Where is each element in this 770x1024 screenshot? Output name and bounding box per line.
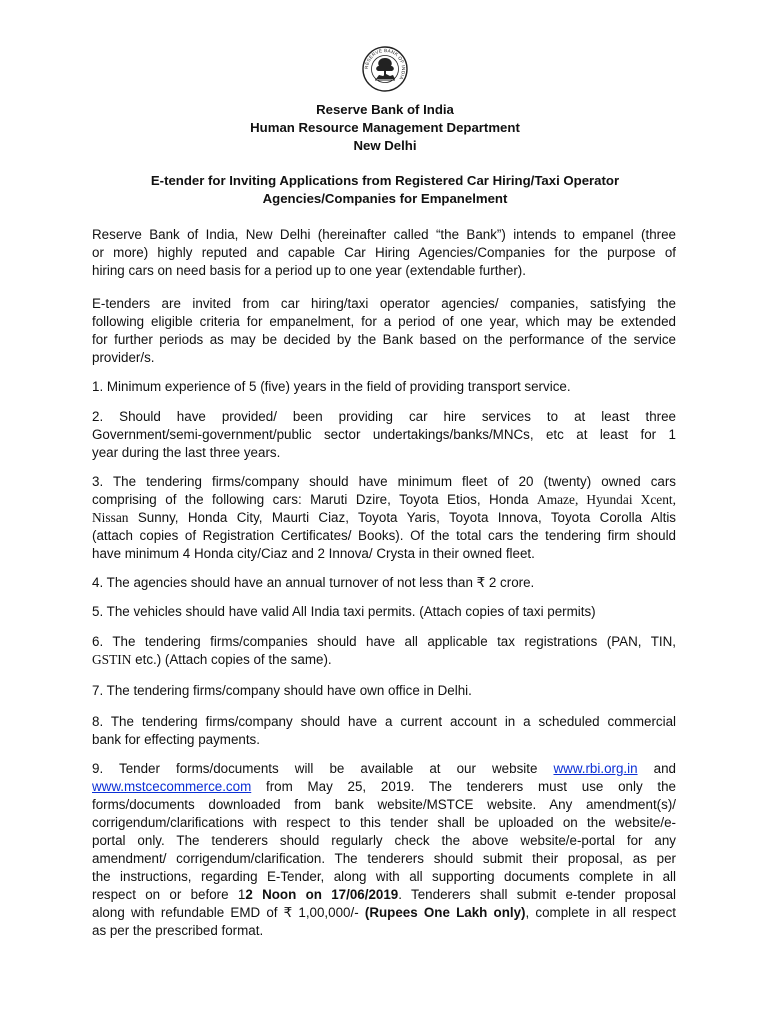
tender-title-line-2: Agencies/Companies for Empanelment [262, 191, 508, 206]
emd-amount-words: (Rupees One Lakh only) [364, 905, 526, 920]
criterion-5: 5. The vehicles should have valid All India taxi permits. (Attach copies of taxi permits) [92, 604, 596, 619]
mstc-website-link[interactable]: www.mstcecommerce.com [92, 779, 252, 794]
rbi-website-link[interactable]: www.rbi.org.in [553, 761, 638, 776]
criterion-3: 3. The tendering firms/company should have minimum fleet of 20 (twenty) owned cars comprising of the following cars: Maruti Dzire, Toyota Etios, Honda Amaze, Hyundai Xcent, Nissan Sunny, Honda City, Maurti Ciaz, Toyota Yaris, Toyota Innova, Toyota Corolla Altis (attach copies of Registration Certificates/ Books). Of the total cars the tendering firm should have minimum 4 Honda city/Ciaz and 2 Innova/ Crysta in their owned fleet. [92, 474, 676, 561]
etenders-paragraph: E-tenders are invited from car hiring/taxi operator agencies/ companies, satisfying the following eligible criteria for empanelment, for a period of one year, which may be extended for further periods as may be decided by the Bank based on the performance of the service provider/s. [92, 296, 676, 365]
criterion-4: 4. The agencies should have an annual turnover of not less than ₹ 2 crore. [92, 575, 535, 590]
department-name: Human Resource Management Department [250, 120, 520, 135]
deadline-text: 2 Noon on 17/06/2019 [245, 887, 399, 902]
rbi-emblem-icon [362, 46, 408, 92]
org-name: Reserve Bank of India [316, 102, 454, 117]
intro-paragraph: Reserve Bank of India, New Delhi (hereinafter called “the Bank”) intends to empanel (three or more) highly reputed and capable Car Hiring Agencies/Companies for the purpose of hiring cars on need basis for a period up to one year (extendable further). [92, 227, 676, 278]
criterion-7: 7. The tendering firms/company should have own office in Delhi. [92, 683, 472, 698]
criterion-9: 9. Tender forms/documents will be available at our website www.rbi.org.in and www.mstcecommerce.com from May 25, 2019. The tenderers must use only the forms/documents downloaded from bank website/MSTCE website. Any amendment(s)/ corrigendum/clarifications with respect to this tender shall be uploaded on the website/e- portal only. The tenderers should regularly check the above website/e-portal for any amendment/ corrigendum/clarification. The tenderers should submit their proposal, as per the instructions, regarding E-Tender, along with all supporting documents complete in all respect on or before 12 Noon on 17/06/2019. Tenderers shall submit e-tender proposal along with refundable EMD of ₹ 1,00,000/- (Rupees One Lakh only), complete in all respect as per the prescribed format. [92, 761, 677, 938]
tender-title-line-1: E-tender for Inviting Applications from Registered Car Hiring/Taxi Operator [150, 173, 620, 188]
criterion-1: 1. Minimum experience of 5 (five) years in the field of providing transport service. [92, 379, 571, 394]
emblem-seal-text: RESERVE BANK OF INDIA [363, 47, 407, 81]
criterion-6: 6. The tendering firms/companies should have all applicable tax registrations (PAN, TIN, GSTIN etc.) (Attach copies of the same). [92, 634, 676, 667]
city-name: New Delhi [353, 138, 417, 153]
criterion-8: 8. The tendering firms/company should have a current account in a scheduled commercial bank for effecting payments. [92, 714, 676, 747]
criterion-2: 2. Should have provided/ been providing car hire services to at least three Government/semi-government/public sector undertakings/banks/MNCs, etc at least for 1 year during the last three years. [92, 409, 676, 460]
